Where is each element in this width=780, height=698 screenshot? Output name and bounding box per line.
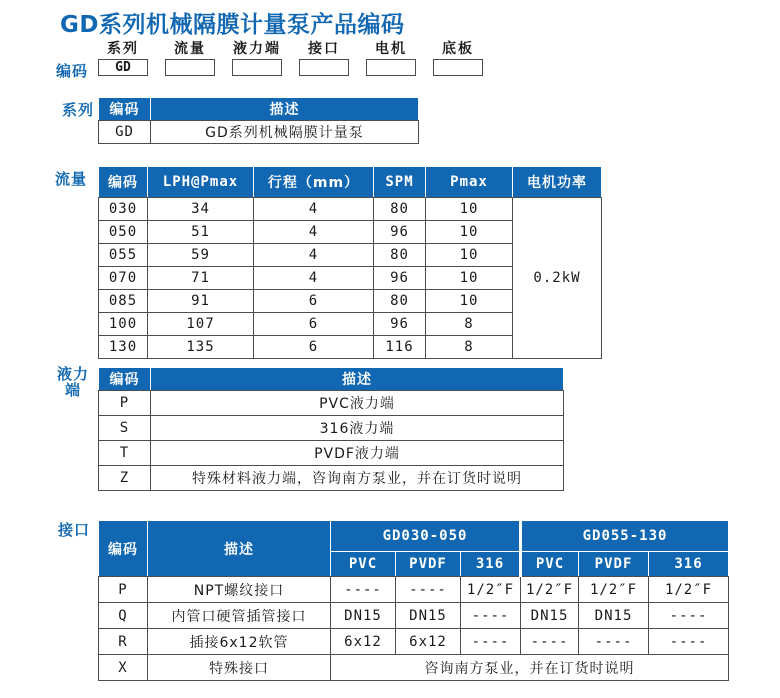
table-cell: GD (99, 121, 151, 144)
table-cell: 插接6x12软管 (148, 629, 331, 655)
column-header: 描述 (151, 98, 419, 121)
table-cell: P (99, 577, 148, 603)
table-row (99, 577, 729, 603)
header-row (99, 368, 564, 391)
table-cell: 10 (426, 290, 513, 313)
table-cell: DN15 (521, 603, 579, 629)
coding-diagram-labels (98, 38, 500, 58)
column-header: 电机功率 (513, 167, 602, 198)
table-cell: 1/2″F (579, 577, 649, 603)
table-cell: 59 (148, 244, 254, 267)
table-row (99, 121, 419, 144)
section-label-line: 端 (64, 381, 81, 399)
table-cell: 4 (254, 221, 374, 244)
header-row (99, 98, 419, 121)
section-label-interface: 接口 (58, 521, 91, 539)
table-cell: X (99, 655, 148, 681)
table-cell: ---- (579, 629, 649, 655)
coding-row-label: 编码 (56, 62, 89, 80)
table-cell: 6 (254, 336, 374, 359)
field-label-interface: 接口 (308, 41, 340, 57)
table-cell: 51 (148, 221, 254, 244)
column-header: 描述 (151, 368, 564, 391)
table-cell: 1/2″F (521, 577, 579, 603)
table-cell: T (99, 441, 151, 466)
table-row (99, 603, 729, 629)
table-cell: 1/2″F (649, 577, 729, 603)
table-cell: 116 (374, 336, 426, 359)
section-label-flow: 流量 (55, 170, 88, 188)
table-cell: 055 (99, 244, 148, 267)
table-row (99, 629, 729, 655)
table-cell: Z (99, 466, 151, 491)
table-row (99, 655, 729, 681)
table-cell: 80 (374, 244, 426, 267)
header-row (99, 521, 729, 552)
special-note-cell: 咨询南方泵业，并在订货时说明 (331, 655, 729, 681)
table-cell: PVDF液力端 (151, 441, 564, 466)
table-cell: Q (99, 603, 148, 629)
field-label-hydraulic-end: 液力端 (233, 41, 281, 57)
table-cell: 10 (426, 244, 513, 267)
table-row (99, 198, 602, 221)
table-cell: 6 (254, 290, 374, 313)
column-header: 编码 (99, 167, 148, 198)
flow-table (98, 166, 602, 359)
table-cell: 030 (99, 198, 148, 221)
column-header: 描述 (148, 521, 331, 577)
pump-range-group-header: GD030-050 (331, 521, 521, 552)
table-cell: R (99, 629, 148, 655)
table-cell: 8 (426, 313, 513, 336)
table-cell: 内管口硬管插管接口 (148, 603, 331, 629)
table-cell: ---- (461, 629, 521, 655)
interface-table (98, 520, 729, 681)
table-cell: DN15 (579, 603, 649, 629)
table-cell: 1/2″F (461, 577, 521, 603)
table-cell: 130 (99, 336, 148, 359)
table-cell: ---- (331, 577, 396, 603)
code-box-series: GD (98, 59, 148, 76)
code-box-motor (366, 59, 416, 76)
table-cell: 4 (254, 244, 374, 267)
table-cell: 6x12 (331, 629, 396, 655)
page-title: GD系列机械隔膜计量泵产品编码 (60, 12, 405, 38)
table-cell: 91 (148, 290, 254, 313)
field-label-series: 系列 (107, 41, 139, 57)
code-box-baseplate (433, 59, 483, 76)
table-cell: 96 (374, 313, 426, 336)
table-cell: PVC液力端 (151, 391, 564, 416)
table-cell: 6x12 (396, 629, 461, 655)
field-label-baseplate: 底板 (442, 41, 474, 57)
code-box-hydraulic-end (232, 59, 282, 76)
table-cell: 6 (254, 313, 374, 336)
table-cell: 80 (374, 290, 426, 313)
code-box-flow (165, 59, 215, 76)
table-cell: 34 (148, 198, 254, 221)
table-cell: 316液力端 (151, 416, 564, 441)
table-cell: 135 (148, 336, 254, 359)
table-cell: 107 (148, 313, 254, 336)
motor-power-cell: 0.2kW (513, 198, 602, 359)
hydraulic-end-table (98, 367, 564, 491)
column-header: LPH@Pmax (148, 167, 254, 198)
column-header: 编码 (99, 521, 148, 577)
table-row (99, 466, 564, 491)
table-cell: S (99, 416, 151, 441)
coding-diagram-boxes (98, 59, 500, 76)
table-cell: 特殊材料液力端，咨询南方泵业，并在订货时说明 (151, 466, 564, 491)
table-row (99, 441, 564, 466)
pump-range-group-header: GD055-130 (521, 521, 729, 552)
column-header: 行程（mm） (254, 167, 374, 198)
table-cell: 100 (99, 313, 148, 336)
table-cell: P (99, 391, 151, 416)
column-header: PVC (521, 552, 579, 577)
table-cell: 8 (426, 336, 513, 359)
column-header: PVC (331, 552, 396, 577)
column-header: Pmax (426, 167, 513, 198)
table-cell: 4 (254, 198, 374, 221)
column-header: 编码 (99, 368, 151, 391)
column-header: 316 (649, 552, 729, 577)
code-box-interface (299, 59, 349, 76)
table-cell: 10 (426, 198, 513, 221)
table-cell: NPT螺纹接口 (148, 577, 331, 603)
table-cell: 10 (426, 267, 513, 290)
header-row (99, 167, 602, 198)
table-cell: 4 (254, 267, 374, 290)
table-cell: ---- (461, 603, 521, 629)
table-cell: GD系列机械隔膜计量泵 (151, 121, 419, 144)
table-cell: 96 (374, 221, 426, 244)
table-row (99, 391, 564, 416)
table-cell: ---- (649, 603, 729, 629)
column-header: PVDF (396, 552, 461, 577)
table-row (99, 416, 564, 441)
table-cell: DN15 (331, 603, 396, 629)
table-cell: 070 (99, 267, 148, 290)
table-cell: 特殊接口 (148, 655, 331, 681)
table-cell: 96 (374, 267, 426, 290)
table-cell: ---- (521, 629, 579, 655)
table-cell: 71 (148, 267, 254, 290)
section-label-hydraulic-end (52, 366, 94, 398)
column-header: SPM (374, 167, 426, 198)
field-label-flow: 流量 (174, 41, 206, 57)
series-table (98, 97, 419, 144)
section-label-series: 系列 (62, 101, 95, 119)
column-header: PVDF (579, 552, 649, 577)
field-label-motor: 电机 (375, 41, 407, 57)
table-cell: 10 (426, 221, 513, 244)
table-cell: DN15 (396, 603, 461, 629)
table-cell: ---- (649, 629, 729, 655)
column-header: 编码 (99, 98, 151, 121)
column-header: 316 (461, 552, 521, 577)
table-cell: ---- (396, 577, 461, 603)
table-cell: 80 (374, 198, 426, 221)
table-cell: 050 (99, 221, 148, 244)
table-cell: 085 (99, 290, 148, 313)
section-label-line: 液力 (56, 365, 89, 383)
